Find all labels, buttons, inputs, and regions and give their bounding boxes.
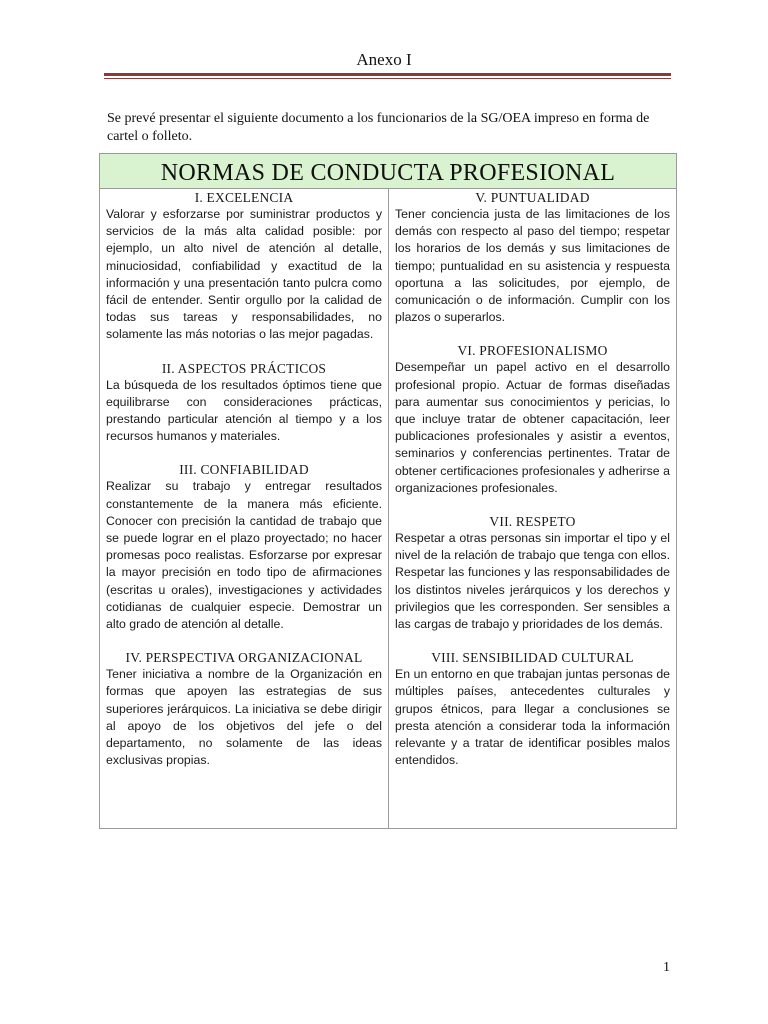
section-text-perspectiva-organizacional: Tener iniciativa a nombre de la Organización en formas que apoyen las estrategias de sus superiores jerárquicos. La iniciativa se debe dirigir al apoyo de los objetivos del jefe o del departamento, no solamente de las ideas exclusivas propias. [106,667,382,768]
section-heading-perspectiva-organizacional: IV. PERSPECTIVA ORGANIZACIONAL [125,650,363,666]
section-heading-confiabilidad: III. CONFIABILIDAD [179,462,309,478]
section-text-aspectos-practicos: La búsqueda de los resultados óptimos tiene que equilibrarse con consideraciones prácticas, prestando particular atención al tiempo y a los recursos humanos y materiales. [106,377,382,444]
section-heading-excelencia: I. EXCELENCIA [194,190,294,205]
section-text-profesionalismo: Desempeñar un papel activo en el desarrollo profesional propio. Actuar de formas diseñadas para aumentar sus conocimientos y pericias, lo que incluye tratar de obtener capacitación, leer publicaciones profesionales y asistir a eventos, seminarios y conferencias pertinentes. Tratar de obtener certificaciones profesionales y adherirse a organizaciones profesionales. [395,360,670,495]
page-number: 1 [663,960,670,975]
intro-paragraph: Se prevé presentar el siguiente documento a los funcionarios de la SG/OEA impreso en forma de cartel o folleto. [107,111,650,144]
section-text-puntualidad: Tener conciencia justa de las limitaciones de los demás con respecto al paso del tiempo; respetar los horarios de los demás y sus limitaciones de tiempo; puntualidad en su asistencia y respuesta oportuna a las solicitudes, por ejemplo, de comunicación o de información. Cumplir con los plazos o superarlos. [395,207,670,325]
section-text-confiabilidad: Realizar su trabajo y entregar resultados constantemente de la manera más eficiente. Conocer con precisión la cantidad de trabajo que se puede lograr en el plazo proyectado; no hacer promesas poco realistas. Esforzarse por expresar la mayor precisión en todo tipo de afirmaciones (escritas u orales), investigaciones y actividades cotidianas de cualquier especie. Demostrar un alto grado de atención al detalle. [106,479,382,632]
section-heading-puntualidad: V. PUNTUALIDAD [475,190,590,205]
section-text-respeto: Respetar a otras personas sin importar el tipo y el nivel de la relación de trabajo que tenga con ellos. Respetar las funciones y las responsabilidades de los distintos niveles jerárquicos y los derechos y privilegios que les corresponden. Ser sensibles a las cargas de trabajo y prioridades de los demás. [395,531,670,632]
section-heading-profesionalismo: VI. PROFESIONALISMO [457,343,608,359]
page-header-title: Anexo I [356,50,412,69]
header-rule-thin [104,78,671,79]
table-title: NORMAS DE CONDUCTA PROFESIONAL [100,154,676,189]
left-column [100,189,389,829]
section-heading-sensibilidad-cultural: VIII. SENSIBILIDAD CULTURAL [431,650,634,666]
section-text-excelencia: Valorar y esforzarse por suministrar productos y servicios de la más alta calidad posible: por ejemplo, un alto nivel de atención al detalle, minuciosidad, confiabilidad y exactitud de la información y una presentación tanto pulcra como fácil de entender. Sentir orgullo por la calidad de todas sus tareas y responsabilidades, no solamente las más notorias o las mejor pagadas. [106,207,382,342]
conduct-norms-table [99,153,677,829]
header-rule-thick [104,73,671,76]
section-heading-aspectos-practicos: II. ASPECTOS PRÁCTICOS [161,360,327,376]
right-column [389,189,676,829]
section-text-sensibilidad-cultural: En un entorno en que trabajan juntas personas de múltiples países, antecedentes culturales y grupos étnicos, para llegar a conclusiones se presta atención a considerar toda la información relevante y a tratar de identificar posibles malos entendidos. [395,667,670,768]
section-heading-respeto: VII. RESPETO [489,514,576,530]
